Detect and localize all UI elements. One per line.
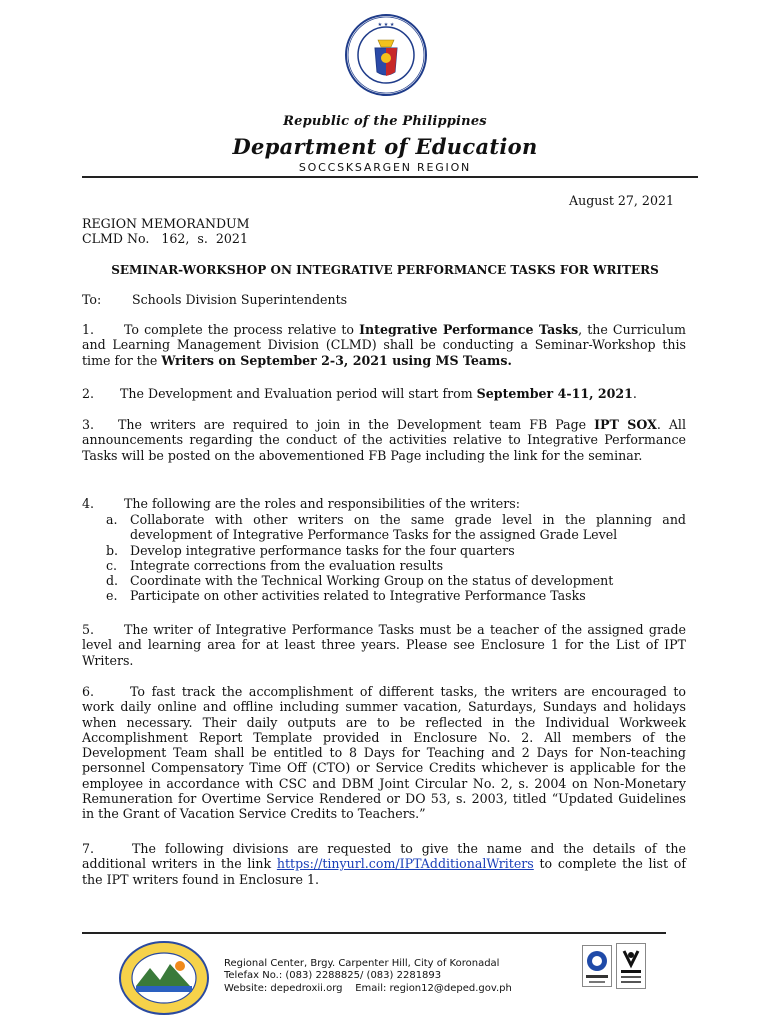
paragraph-4 [82,496,686,511]
ukas-certification-logo [616,943,646,989]
list-marker: b. [106,542,119,558]
paragraph-bold: Integrative Performance Tasks [359,322,579,337]
list-item [106,512,686,543]
to-label: To: [82,292,102,307]
paragraph-6 [82,684,686,822]
memo-recipient [82,292,347,307]
list-marker: a. [106,512,118,527]
paragraph-text: , the Curriculum and Learning Management Division (CLMD) shall be conducting a Seminar-Workshop this time for the [82,322,686,368]
paragraph-bold: Writers on September 2-3, 2021 using MS Teams. [161,352,512,368]
footer-divider [82,932,666,934]
paragraph-text: To fast track the accomplishment of different tasks, the writers are encouraged to work daily online and offline including summer vacation, Saturdays, Sundays and holidays when necessary. Their daily outputs are to be reflected in the Individual Workweek Accomplishment Report Template provided in Enclosure No. 2. All members of the Development Team shall be entitled to 8 Days for Teaching and 2 Days for Non-teaching personnel Compensatory Time Off (CTO) or Service Credits whichever is applicable for the employee in accordance with CSC and DBM Joint Circular No. 2, s. 2004 on Non-Monetary Remuneration for Overtime Service Rendered or DO 53, s. 2003, titled “Updated Guidelines in the Grant of Vacation Service Credits to Teachers.” [82,684,686,822]
footer-address: Regional Center, Brgy. Carpenter Hill, City of Koronadal [224,958,500,969]
memo-type: REGION MEMORANDUM [82,216,250,231]
list-text: Collaborate with other writers on the same grade level in the planning and development of Integrative Performance Tasks for the assigned Grade Level [130,512,686,543]
header-divider [82,176,698,178]
paragraph-number: 6. [82,684,95,699]
region-office-logo [118,940,210,1016]
list-text: Integrate corrections from the evaluation results [130,557,444,573]
paragraph-5 [82,622,686,668]
socotec-certification-logo [582,945,612,987]
paragraph-text: to complete the list of the IPT writers found in Enclosure 1. [82,856,686,887]
svg-text:★ ★ ★: ★ ★ ★ [377,22,395,28]
memo-reference [82,216,250,247]
region-heading: SOCCSKSARGEN REGION [298,161,472,174]
roles-list [106,512,686,604]
paragraph-number: 1. [82,322,95,337]
list-item [106,558,686,573]
paragraph-text: The Development and Evaluation period will start from [120,386,477,401]
list-item [106,543,686,558]
paragraph-number: 3. [82,417,95,432]
paragraph-number: 2. [82,386,95,401]
paragraph-bold: IPT SOX [594,417,657,432]
list-marker: c. [106,557,118,573]
republic-heading: Republic of the Philippines [283,114,487,129]
footer-web-email: Website: depedroxii.org Email: region12@deped.gov.ph [224,982,512,994]
deped-seal-logo [345,14,427,96]
paragraph-number: 5. [82,622,95,637]
paragraph-text: . [632,386,637,401]
paragraph-number: 4. [82,496,95,511]
memo-subject: SEMINAR-WORKSHOP ON INTEGRATIVE PERFORMANCE TASKS FOR WRITERS [111,263,659,277]
additional-writers-link[interactable]: https://tinyurl.com/IPTAdditionalWriters [276,856,534,872]
paragraph-text: . All announcements regarding the conduct of the activities relative to Integrative Performance Tasks will be posted on the abovementioned FB Page including the link for the seminar. [82,417,686,463]
paragraph-text: The writers are required to join in the Development team FB Page [118,417,595,432]
list-text: Coordinate with the Technical Working Group on the status of development [130,573,614,589]
paragraph-7 [82,841,686,887]
list-item [106,588,686,603]
footer-telefax: Telefax No.: (083) 2288825/ (083) 2281893 [224,970,442,982]
paragraph-bold: September 4-11, 2021 [476,386,633,401]
paragraph-2 [82,386,686,401]
paragraph-1 [82,322,686,368]
paragraph-number: 7. [82,841,95,856]
list-text: Develop integrative performance tasks for the four quarters [130,542,515,558]
paragraph-text: To complete the process relative to [124,322,360,337]
memo-date: August 27, 2021 [569,193,674,208]
paragraph-3 [82,417,686,463]
paragraph-text: The following are the roles and responsibilities of the writers: [124,496,520,511]
list-text: Participate on other activities related to Integrative Performance Tasks [130,588,586,604]
list-marker: e. [106,588,118,604]
footer-contact [224,958,512,995]
list-item [106,573,686,588]
memo-number: CLMD No. 162, s. 2021 [82,231,248,247]
paragraph-text: The following divisions are requested to give the name and the details of the additional writers in the link [82,841,686,872]
department-heading: Department of Education [232,134,538,159]
to-value: Schools Division Superintendents [132,292,348,307]
list-marker: d. [106,573,119,589]
paragraph-text: The writer of Integrative Performance Tasks must be a teacher of the assigned grade level and learning area for at least three years. Please see Enclosure 1 for the List of IPT Writers. [82,622,686,668]
